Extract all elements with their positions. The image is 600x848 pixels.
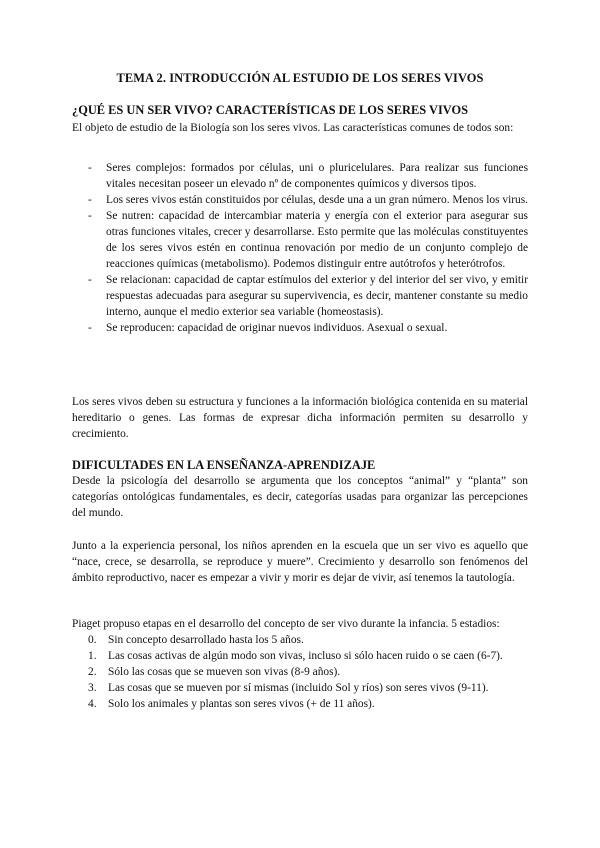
list-item: - Seres complejos: formados por células, uni o pluricelulares. Para realizar sus funciones vitales necesitan poseer un elevado nº de componentes químicos y diversos tipos. (88, 162, 528, 190)
list-item: - Los seres vivos están constituidos por células, desde una a un gran número. Menos los virus. (88, 194, 529, 206)
list-item: 1. Las cosas activas de algún modo son vivas, incluso si sólo hacen ruido o se caen (6-7). (88, 650, 503, 662)
list-item: - Se nutren: capacidad de intercambiar materia y energía con el exterior para asegurar sus otras funciones vitales, crecer y desarrollarse. Esto permite que las moléculas constituyentes de los seres vivos estén en continua renovación por medio de un conjunto complejo de reacciones químicas (metabolismo). Podemos distinguir entre autótrofos y heterótrofos. (88, 210, 528, 270)
paragraph-psicologia: Desde la psicología del desarrollo se argumenta que los conceptos “animal” y “planta” son categorías ontológicas fundamentales, es decir, categorías usadas para organizar las percepciones del mundo. (72, 475, 528, 519)
list-item: 0. Sin concepto desarrollado hasta los 5 años. (88, 634, 304, 646)
list-item: 3. Las cosas que se mueven por sí mismas (incluido Sol y ríos) son seres vivos (9-11). (88, 682, 489, 694)
intro-paragraph: El objeto de estudio de la Biología son los seres vivos. Las características comunes de todos son: (72, 122, 514, 134)
piaget-stages-list (88, 632, 528, 712)
paragraph-piaget: Piaget propuso etapas en el desarrollo del concepto de ser vivo durante la infancia. 5 estadios: (72, 618, 500, 630)
closing-paragraph: Los seres vivos deben su estructura y funciones a la información biológica contenida en su material hereditario o genes. Las formas de expresar dicha información permiten su desarrollo y crecimiento. (72, 396, 528, 440)
characteristics-list (88, 160, 528, 336)
list-item: 2. Sólo las cosas que se mueven son vivas (8-9 años). (88, 666, 341, 678)
paragraph-experiencia: Junto a la experiencia personal, los niños aprenden en la escuela que un ser vivo es aquello que “nace, crece, se desarrolla, se reproduce y muere”. Crecimiento y desarrollo son fenómenos del ámbito reproductivo, nacer es empezar a vivir y morir es dejar de vivir, así tenemos la tautología. (72, 540, 528, 584)
section-heading-dificultades: DIFICULTADES EN LA ENSEÑANZA-APRENDIZAJE (72, 458, 376, 472)
list-item: 4. Solo los animales y plantas son seres vivos (+ de 11 años). (88, 698, 375, 710)
section-heading-seres-vivos: ¿QUÉ ES UN SER VIVO? CARACTERÍSTICAS DE LOS SERES VIVOS (72, 103, 469, 117)
list-item: - Se relacionan: capacidad de captar estímulos del exterior y del interior del ser vivo, y emitir respuestas adecuadas para asegurar su supervivencia, es decir, mantener constante su medio interno, aunque el medio exterior sea variable (homeostasis). (88, 274, 528, 318)
document-title: TEMA 2. INTRODUCCIÓN AL ESTUDIO DE LOS SERES VIVOS (116, 71, 484, 85)
list-item: - Se reproducen: capacidad de originar nuevos individuos. Asexual o sexual. (88, 322, 448, 334)
